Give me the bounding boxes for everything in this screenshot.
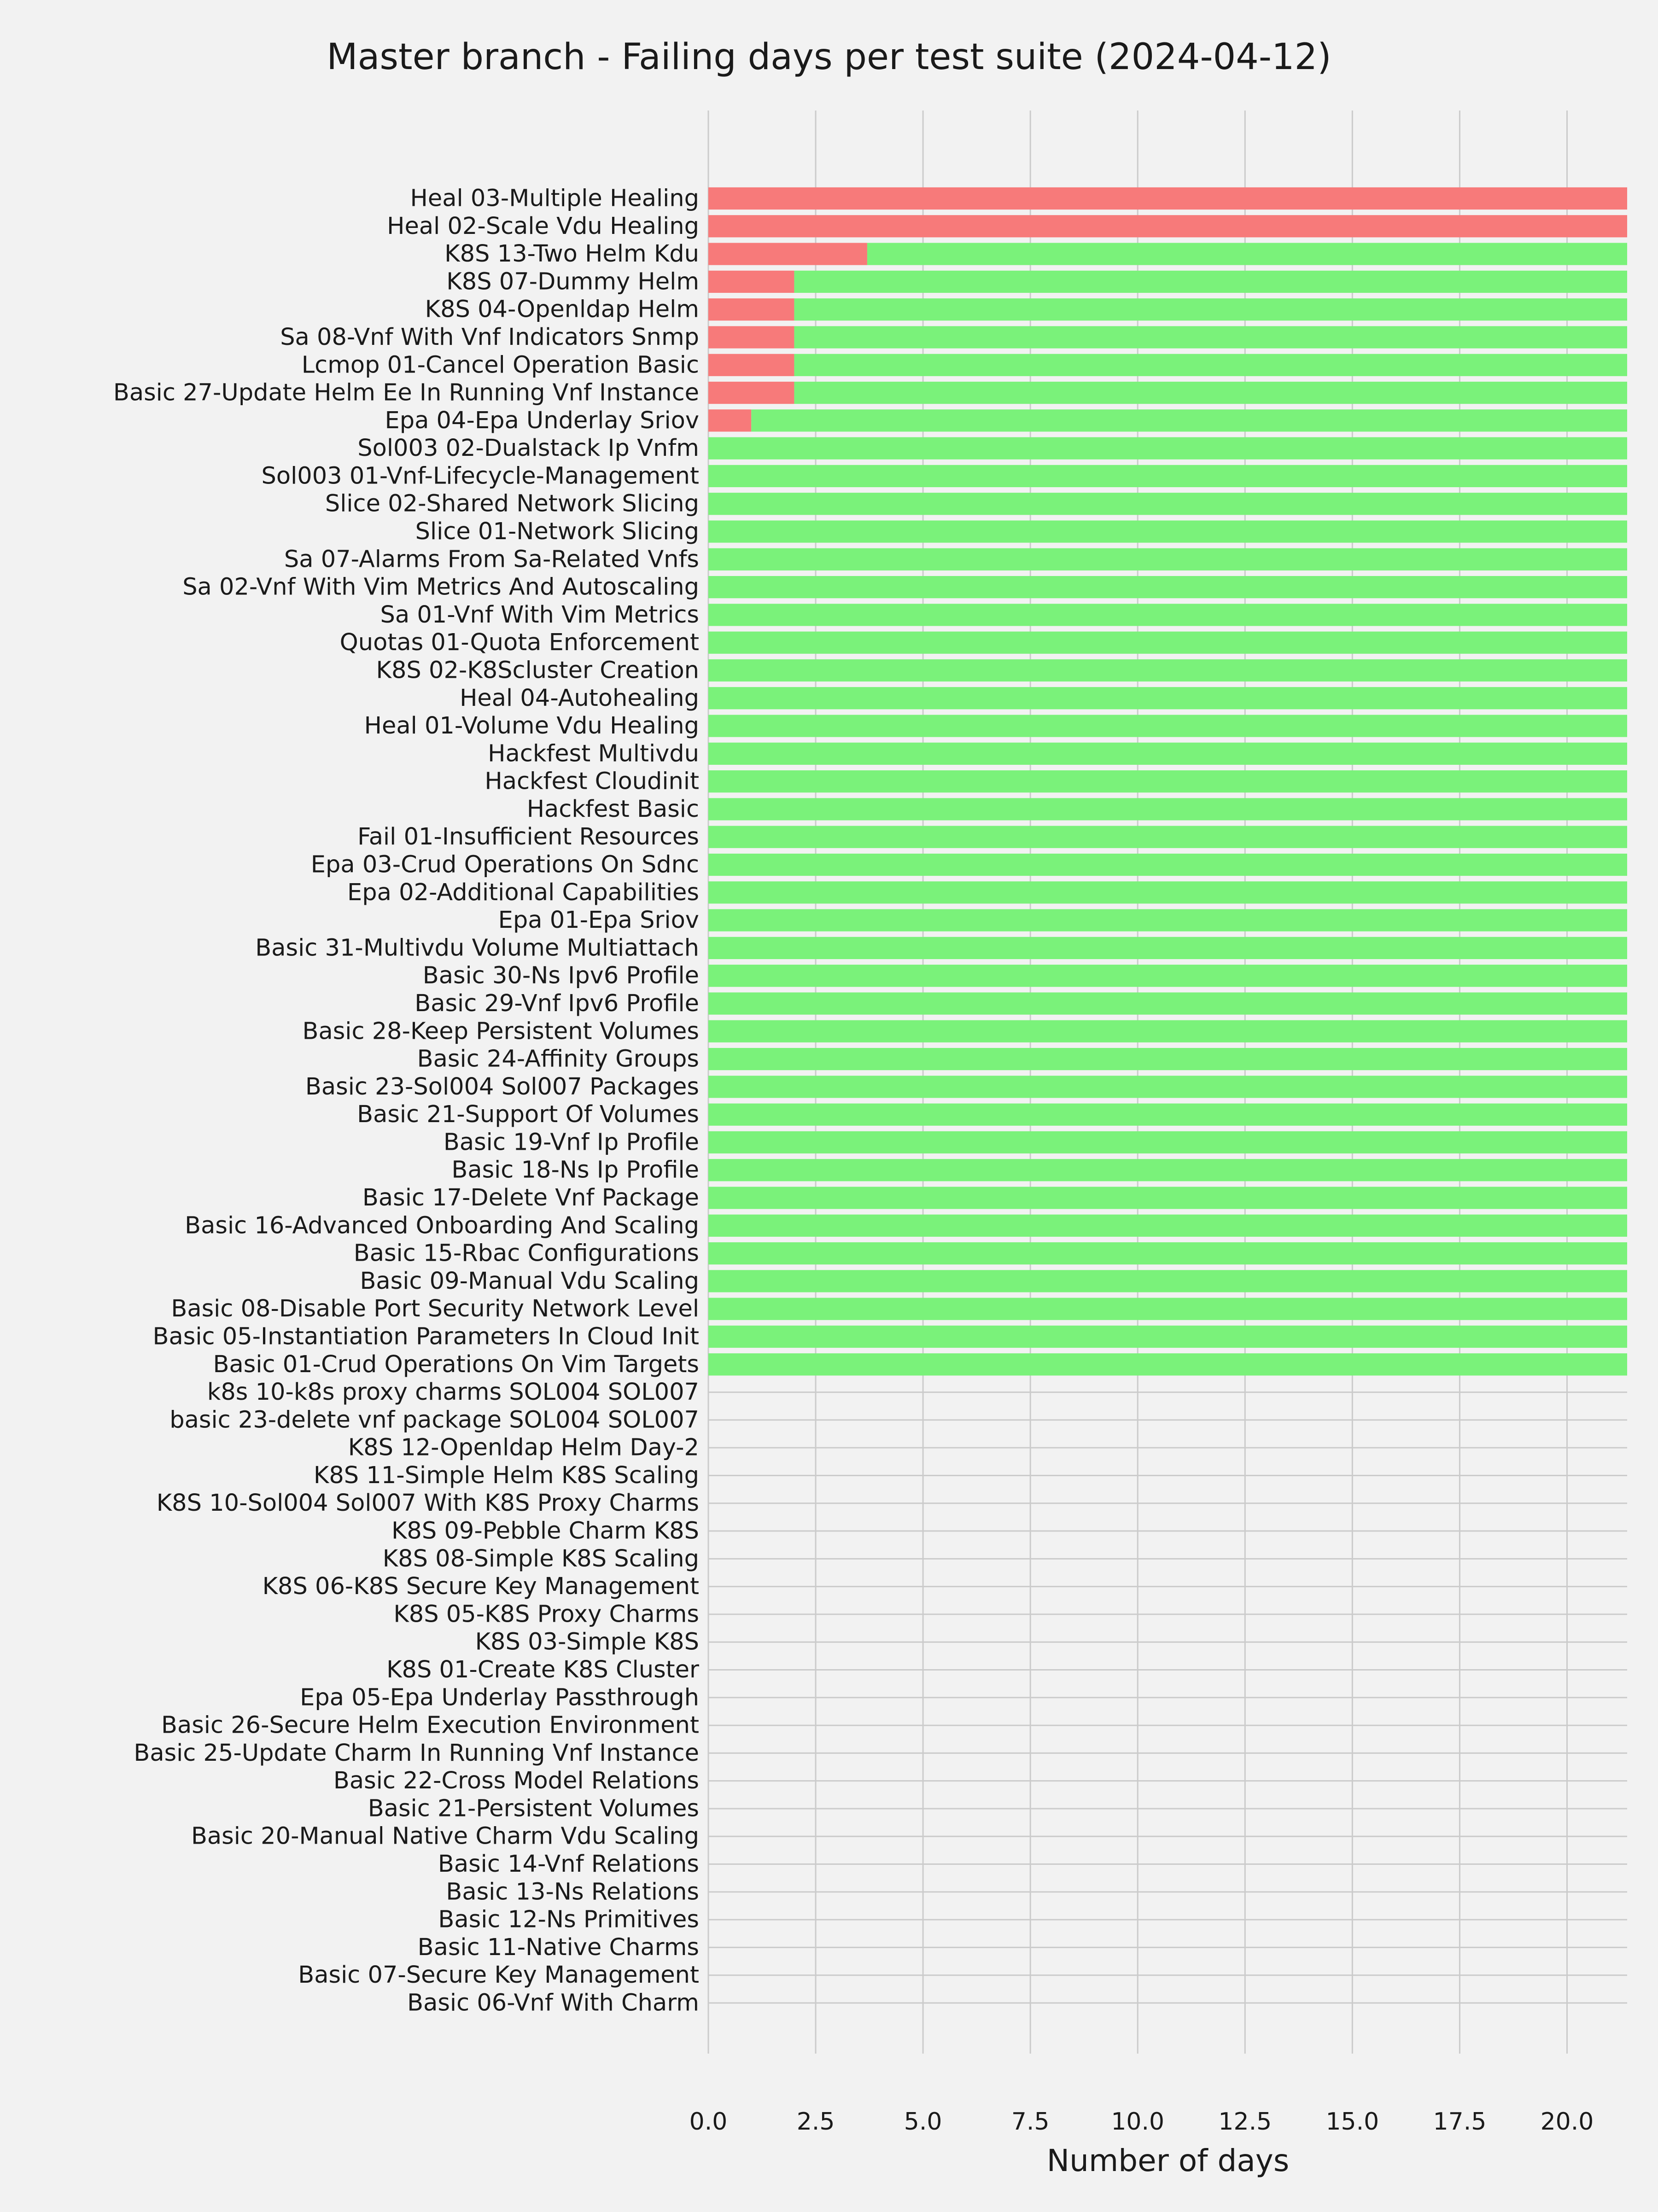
failing-bar bbox=[708, 298, 794, 320]
y-tick-label: K8S 10-Sol004 Sol007 With K8S Proxy Charms bbox=[156, 1490, 699, 1517]
passing-bar bbox=[708, 909, 1627, 931]
failing-bar bbox=[708, 326, 794, 348]
y-tick-label: Epa 04-Epa Underlay Sriov bbox=[385, 407, 699, 434]
x-tick-labels bbox=[689, 2108, 1594, 2136]
passing-bar bbox=[708, 1242, 1627, 1264]
y-tick-label: Basic 16-Advanced Onboarding And Scaling bbox=[185, 1212, 699, 1240]
passing-bar bbox=[708, 1159, 1627, 1181]
failing-bar bbox=[708, 382, 794, 404]
passing-bar bbox=[708, 1326, 1627, 1348]
passing-bar bbox=[708, 1131, 1627, 1153]
passing-bar bbox=[708, 548, 1627, 570]
y-tick-label: k8s 10-k8s proxy charms SOL004 SOL007 bbox=[207, 1379, 699, 1406]
passing-bar bbox=[794, 271, 1627, 293]
failing-bar bbox=[708, 409, 751, 431]
y-tick-label: Hackfest Multivdu bbox=[488, 740, 699, 768]
failing-bar bbox=[708, 215, 1627, 237]
y-tick-label: Basic 06-Vnf With Charm bbox=[407, 1989, 699, 2017]
passing-bar bbox=[708, 632, 1627, 654]
y-tick-label: K8S 02-K8Scluster Creation bbox=[376, 657, 699, 684]
passing-bar bbox=[708, 493, 1627, 515]
passing-bar bbox=[794, 326, 1627, 348]
failing-bar bbox=[708, 354, 794, 376]
passing-bar bbox=[708, 992, 1627, 1014]
y-tick-label: Basic 25-Update Charm In Running Vnf Instance bbox=[134, 1739, 699, 1767]
passing-bar bbox=[708, 1187, 1627, 1209]
x-tick-label: 0.0 bbox=[689, 2108, 728, 2136]
y-tick-label: K8S 07-Dummy Helm bbox=[446, 268, 699, 296]
y-tick-label: Basic 22-Cross Model Relations bbox=[333, 1767, 699, 1795]
y-tick-label: Basic 28-Keep Persistent Volumes bbox=[302, 1018, 699, 1045]
y-tick-label: Basic 23-Sol004 Sol007 Packages bbox=[305, 1073, 699, 1100]
x-axis-label: Number of days bbox=[1046, 2143, 1290, 2178]
y-tick-label: K8S 05-K8S Proxy Charms bbox=[393, 1601, 699, 1628]
y-tick-label: Heal 01-Volume Vdu Healing bbox=[364, 712, 699, 740]
y-tick-label: Slice 01-Network Slicing bbox=[415, 518, 699, 546]
y-tick-label: Basic 20-Manual Native Charm Vdu Scaling bbox=[191, 1822, 699, 1850]
x-tick-label: 20.0 bbox=[1540, 2108, 1594, 2136]
y-tick-label: Heal 03-Multiple Healing bbox=[410, 185, 699, 212]
y-tick-label: Epa 05-Epa Underlay Passthrough bbox=[300, 1684, 699, 1711]
y-tick-label: Heal 04-Autohealing bbox=[460, 684, 699, 712]
chart-title: Master branch - Failing days per test suite (2024-04-12) bbox=[327, 36, 1331, 78]
passing-bar bbox=[708, 687, 1627, 709]
y-tick-label: Heal 02-Scale Vdu Healing bbox=[387, 212, 699, 240]
y-tick-label: Epa 01-Epa Sriov bbox=[498, 907, 699, 934]
y-tick-label: Basic 13-Ns Relations bbox=[446, 1878, 699, 1906]
y-tick-label: Sa 08-Vnf With Vnf Indicators Snmp bbox=[280, 323, 699, 351]
y-tick-label: Basic 07-Secure Key Management bbox=[298, 1962, 699, 1989]
y-tick-label: Basic 24-Affinity Groups bbox=[417, 1045, 699, 1073]
y-tick-label: K8S 09-Pebble Charm K8S bbox=[391, 1517, 699, 1545]
passing-bar bbox=[708, 1298, 1627, 1320]
y-tick-label: K8S 06-K8S Secure Key Management bbox=[262, 1573, 699, 1601]
y-tick-label: Basic 31-Multivdu Volume Multiattach bbox=[255, 934, 699, 962]
y-tick-label: Basic 12-Ns Primitives bbox=[438, 1906, 699, 1933]
y-tick-label: Basic 27-Update Helm Ee In Running Vnf Instance bbox=[113, 379, 699, 407]
y-tick-label: Basic 08-Disable Port Security Network Level bbox=[171, 1295, 699, 1323]
passing-bar bbox=[708, 826, 1627, 848]
y-tick-label: K8S 13-Two Helm Kdu bbox=[444, 240, 699, 268]
y-tick-label: Sa 07-Alarms From Sa-Related Vnfs bbox=[284, 546, 699, 573]
x-tick-label: 5.0 bbox=[904, 2108, 942, 2136]
x-tick-label: 2.5 bbox=[796, 2108, 835, 2136]
passing-bar bbox=[708, 604, 1627, 626]
y-tick-label: Basic 29-Vnf Ipv6 Profile bbox=[414, 990, 699, 1017]
passing-bar bbox=[794, 382, 1627, 404]
y-tick-label: Basic 09-Manual Vdu Scaling bbox=[360, 1267, 699, 1295]
y-tick-label: Basic 30-Ns Ipv6 Profile bbox=[422, 962, 699, 990]
passing-bar bbox=[708, 1048, 1627, 1070]
x-tick-label: 7.5 bbox=[1011, 2108, 1050, 2136]
passing-bar bbox=[708, 1270, 1627, 1292]
passing-bar bbox=[708, 1353, 1627, 1375]
y-tick-label: Basic 19-Vnf Ip Profile bbox=[443, 1129, 699, 1156]
passing-bar bbox=[708, 1076, 1627, 1098]
passing-bar bbox=[708, 798, 1627, 820]
passing-bar bbox=[708, 1020, 1627, 1042]
y-tick-label: Fail 01-Insufficient Resources bbox=[357, 823, 699, 851]
passing-bar bbox=[708, 854, 1627, 876]
y-tick-label: basic 23-delete vnf package SOL004 SOL007 bbox=[169, 1406, 699, 1434]
passing-bar bbox=[708, 743, 1627, 765]
y-tick-label: Epa 03-Crud Operations On Sdnc bbox=[310, 851, 699, 879]
y-tick-label: K8S 03-Simple K8S bbox=[475, 1628, 699, 1656]
y-tick-label: K8S 08-Simple K8S Scaling bbox=[382, 1545, 699, 1572]
x-tick-label: 17.5 bbox=[1433, 2108, 1487, 2136]
passing-bar bbox=[708, 437, 1627, 460]
bar-layer bbox=[708, 187, 1627, 1376]
passing-bar bbox=[708, 465, 1627, 487]
passing-bar bbox=[708, 715, 1627, 737]
y-tick-label: K8S 12-Openldap Helm Day-2 bbox=[348, 1434, 699, 1461]
y-tick-label: K8S 01-Create K8S Cluster bbox=[386, 1656, 699, 1683]
failing-bar bbox=[708, 243, 867, 265]
y-tick-label: Basic 01-Crud Operations On Vim Targets bbox=[213, 1350, 699, 1378]
y-tick-label: Basic 11-Native Charms bbox=[417, 1933, 699, 1961]
passing-bar bbox=[708, 659, 1627, 681]
failing-bar bbox=[708, 187, 1627, 210]
x-tick-label: 12.5 bbox=[1218, 2108, 1272, 2136]
y-tick-label: Basic 14-Vnf Relations bbox=[438, 1851, 699, 1878]
y-tick-label: Epa 02-Additional Capabilities bbox=[347, 879, 699, 906]
y-tick-label: Basic 18-Ns Ip Profile bbox=[451, 1156, 699, 1184]
passing-bar bbox=[794, 298, 1627, 320]
y-tick-label: Sol003 02-Dualstack Ip Vnfm bbox=[357, 435, 699, 462]
y-tick-label: Basic 26-Secure Helm Execution Environment bbox=[161, 1711, 699, 1739]
y-tick-label: Basic 15-Rbac Configurations bbox=[353, 1240, 699, 1267]
y-tick-label: Hackfest Cloudinit bbox=[485, 768, 699, 795]
passing-bar bbox=[708, 881, 1627, 903]
passing-bar bbox=[708, 770, 1627, 792]
y-tick-label: K8S 11-Simple Helm K8S Scaling bbox=[313, 1461, 699, 1489]
y-tick-label: Lcmop 01-Cancel Operation Basic bbox=[301, 351, 699, 379]
passing-bar bbox=[708, 1215, 1627, 1237]
y-tick-label: Basic 21-Persistent Volumes bbox=[368, 1795, 699, 1822]
y-tick-label: Sa 01-Vnf With Vim Metrics bbox=[380, 601, 699, 629]
passing-bar bbox=[751, 409, 1627, 431]
passing-bar bbox=[708, 965, 1627, 987]
y-tick-label: Basic 21-Support Of Volumes bbox=[357, 1101, 699, 1129]
passing-bar bbox=[708, 937, 1627, 959]
passing-bar bbox=[794, 354, 1627, 376]
passing-bar bbox=[708, 520, 1627, 542]
failing-bar bbox=[708, 271, 794, 293]
passing-bar bbox=[708, 576, 1627, 598]
passing-bar bbox=[708, 1104, 1627, 1126]
y-tick-label: Basic 17-Delete Vnf Package bbox=[362, 1184, 699, 1212]
y-tick-label: Slice 02-Shared Network Slicing bbox=[325, 490, 699, 518]
y-tick-label: Hackfest Basic bbox=[526, 795, 699, 823]
x-tick-label: 15.0 bbox=[1325, 2108, 1379, 2136]
y-tick-label: Basic 05-Instantiation Parameters In Cloud Init bbox=[152, 1323, 699, 1350]
y-tick-label: Sa 02-Vnf With Vim Metrics And Autoscaling bbox=[182, 573, 699, 601]
x-tick-label: 10.0 bbox=[1111, 2108, 1165, 2136]
passing-bar bbox=[867, 243, 1627, 265]
y-tick-label: Quotas 01-Quota Enforcement bbox=[339, 629, 699, 657]
y-tick-label: K8S 04-Openldap Helm bbox=[425, 296, 699, 323]
y-tick-label: Sol003 01-Vnf-Lifecycle-Management bbox=[261, 462, 699, 490]
